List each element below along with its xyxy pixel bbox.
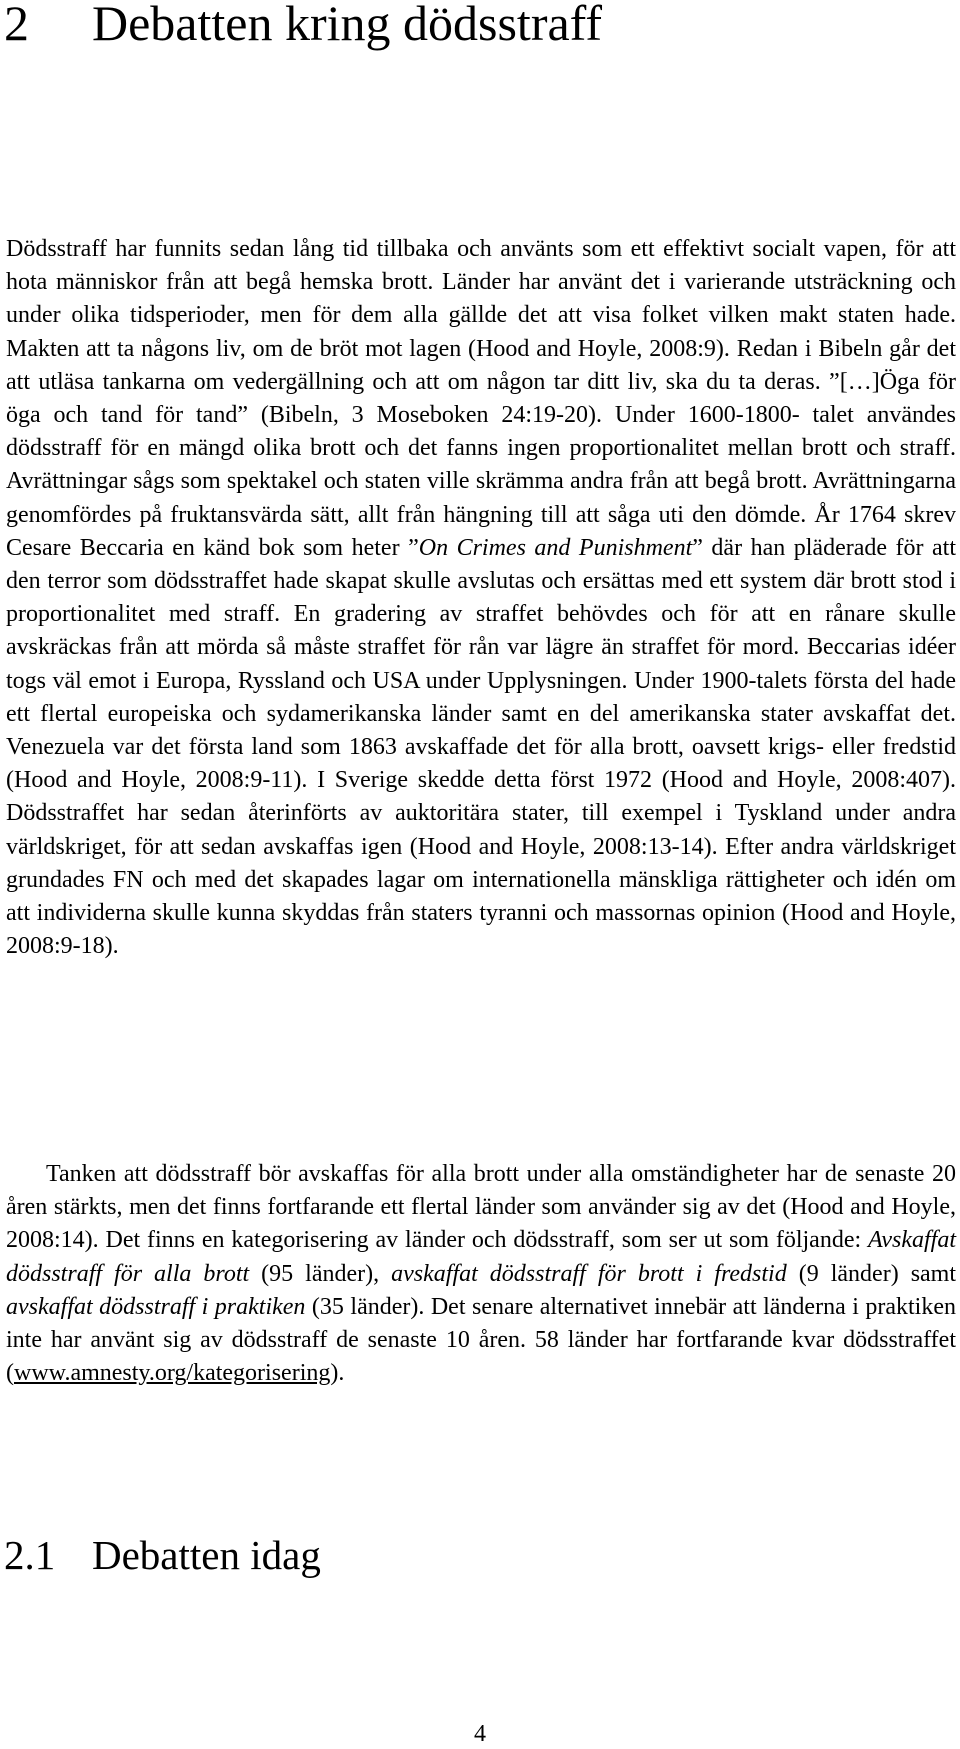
paragraph-history	[6, 233, 956, 963]
category-abolished-practice: avskaffat dödsstraff i praktiken	[6, 1293, 306, 1320]
book-title: On Crimes and Punishment	[418, 534, 693, 561]
paragraph-categories-text-2: (95 länder),	[249, 1260, 392, 1287]
paragraph-history-text-2: ” där han pläderade för att den terror som dödsstraffet hade skapat skulle avslutas och ersättas med ett system där brott stod i proportionalitet med straff. En gradering av straffet behövdes och för att en rånare skulle avskräckas från att mörda så måste straffet för rån var lägre än straffet för mord. Beccarias idéer togs väl emot i Europa, Ryssland och USA under Upplysningen. Under 1900-talets första del hade ett flertal europeiska och sydamerikanska länder samt en del amerikanska stater avskaffat det. Venezuela var det första land som 1863 avskaffade det för alla brott, oavsett krigs- eller fredstid (Hood and Hoyle, 2008:9-11). I Sverige skedde detta först 1972 (Hood and Hoyle, 2008:407). Dödsstraffet har sedan återinförts av auktoritära stater, till exempel i Tyskland under andra världskriget, för att sedan avskaffas igen (Hood and Hoyle, 2008:13-14). Efter andra världskriget grundades FN och med det skapades lagar om internationella mänskliga rättigheter och idén om att individerna skulle kunna skyddas från staters tyranni och massornas opinion (Hood and Hoyle, 2008:9-18).	[6, 534, 957, 960]
section-number: 2.1	[4, 1532, 56, 1578]
paragraph-categories	[6, 1158, 956, 1390]
page-number: 4	[474, 1721, 486, 1747]
chapter-number: 2	[4, 0, 29, 51]
category-abolished-peacetime: avskaffat dödsstraff för brott i fredstid	[391, 1260, 787, 1287]
section-title: Debatten idag	[92, 1532, 321, 1578]
chapter-heading	[4, 0, 602, 52]
paragraph-categories-text-1: Tanken att dödsstraff bör avskaffas för alla brott under alla omständigheter har de senaste 20 åren stärkts, men det finns fortfarande ett flertal länder som använder sig av det (Hood and Hoyle, 2008:14). Det finns en kategorisering av länder och dödsstraff, som ser ut som följande:	[6, 1161, 956, 1254]
paragraph-history-text-1: Dödsstraff har funnits sedan lång tid tillbaka och använts som ett effektivt socialt vapen, för att hota människor från att begå hemska brott. Länder har använt det i varierande utsträckning och under olika tidsperioder, men för dem alla gällde det att visa folket vilken makt staten hade. Makten att ta någons liv, om de bröt mot lagen (Hood and Hoyle, 2008:9). Redan i Bibeln går det att utläsa tankarna om vedergällning och att om någon tar ditt liv, ska du ta deras. ”[…]Öga för öga och tand för tand” (Bibeln, 3 Moseboken 24:19-20). Under 1600-1800- talet användes dödsstraff för en mängd olika brott och det fanns ingen proportionalitet mellan brott och straff. Avrättningar sågs som spektakel och staten ville skrämma andra från att begå brott. Avrättningarna genomfördes på fruktansvärda sätt, allt från hängning till att såga uti den dömde. År 1764 skrev Cesare Beccaria en känd bok som heter ”	[6, 236, 956, 561]
paragraph-categories-text-3: (9 länder) samt	[786, 1260, 957, 1287]
paragraph-categories-text-5: ).	[330, 1360, 345, 1387]
paragraph-categories-text-4: (35 länder). Det senare alternativet innebär att länderna i praktiken inte har använt sig av dödsstraff de senaste 10 åren. 58 länder har fortfarande kvar dödsstraffet (	[6, 1293, 956, 1387]
section-heading	[4, 1530, 321, 1580]
category-abolished-all: Avskaffat dödsstraff för alla brott	[6, 1227, 956, 1287]
amnesty-link[interactable]: www.amnesty.org/kategorisering	[14, 1360, 331, 1387]
chapter-title: Debatten kring dödsstraff	[92, 0, 603, 51]
